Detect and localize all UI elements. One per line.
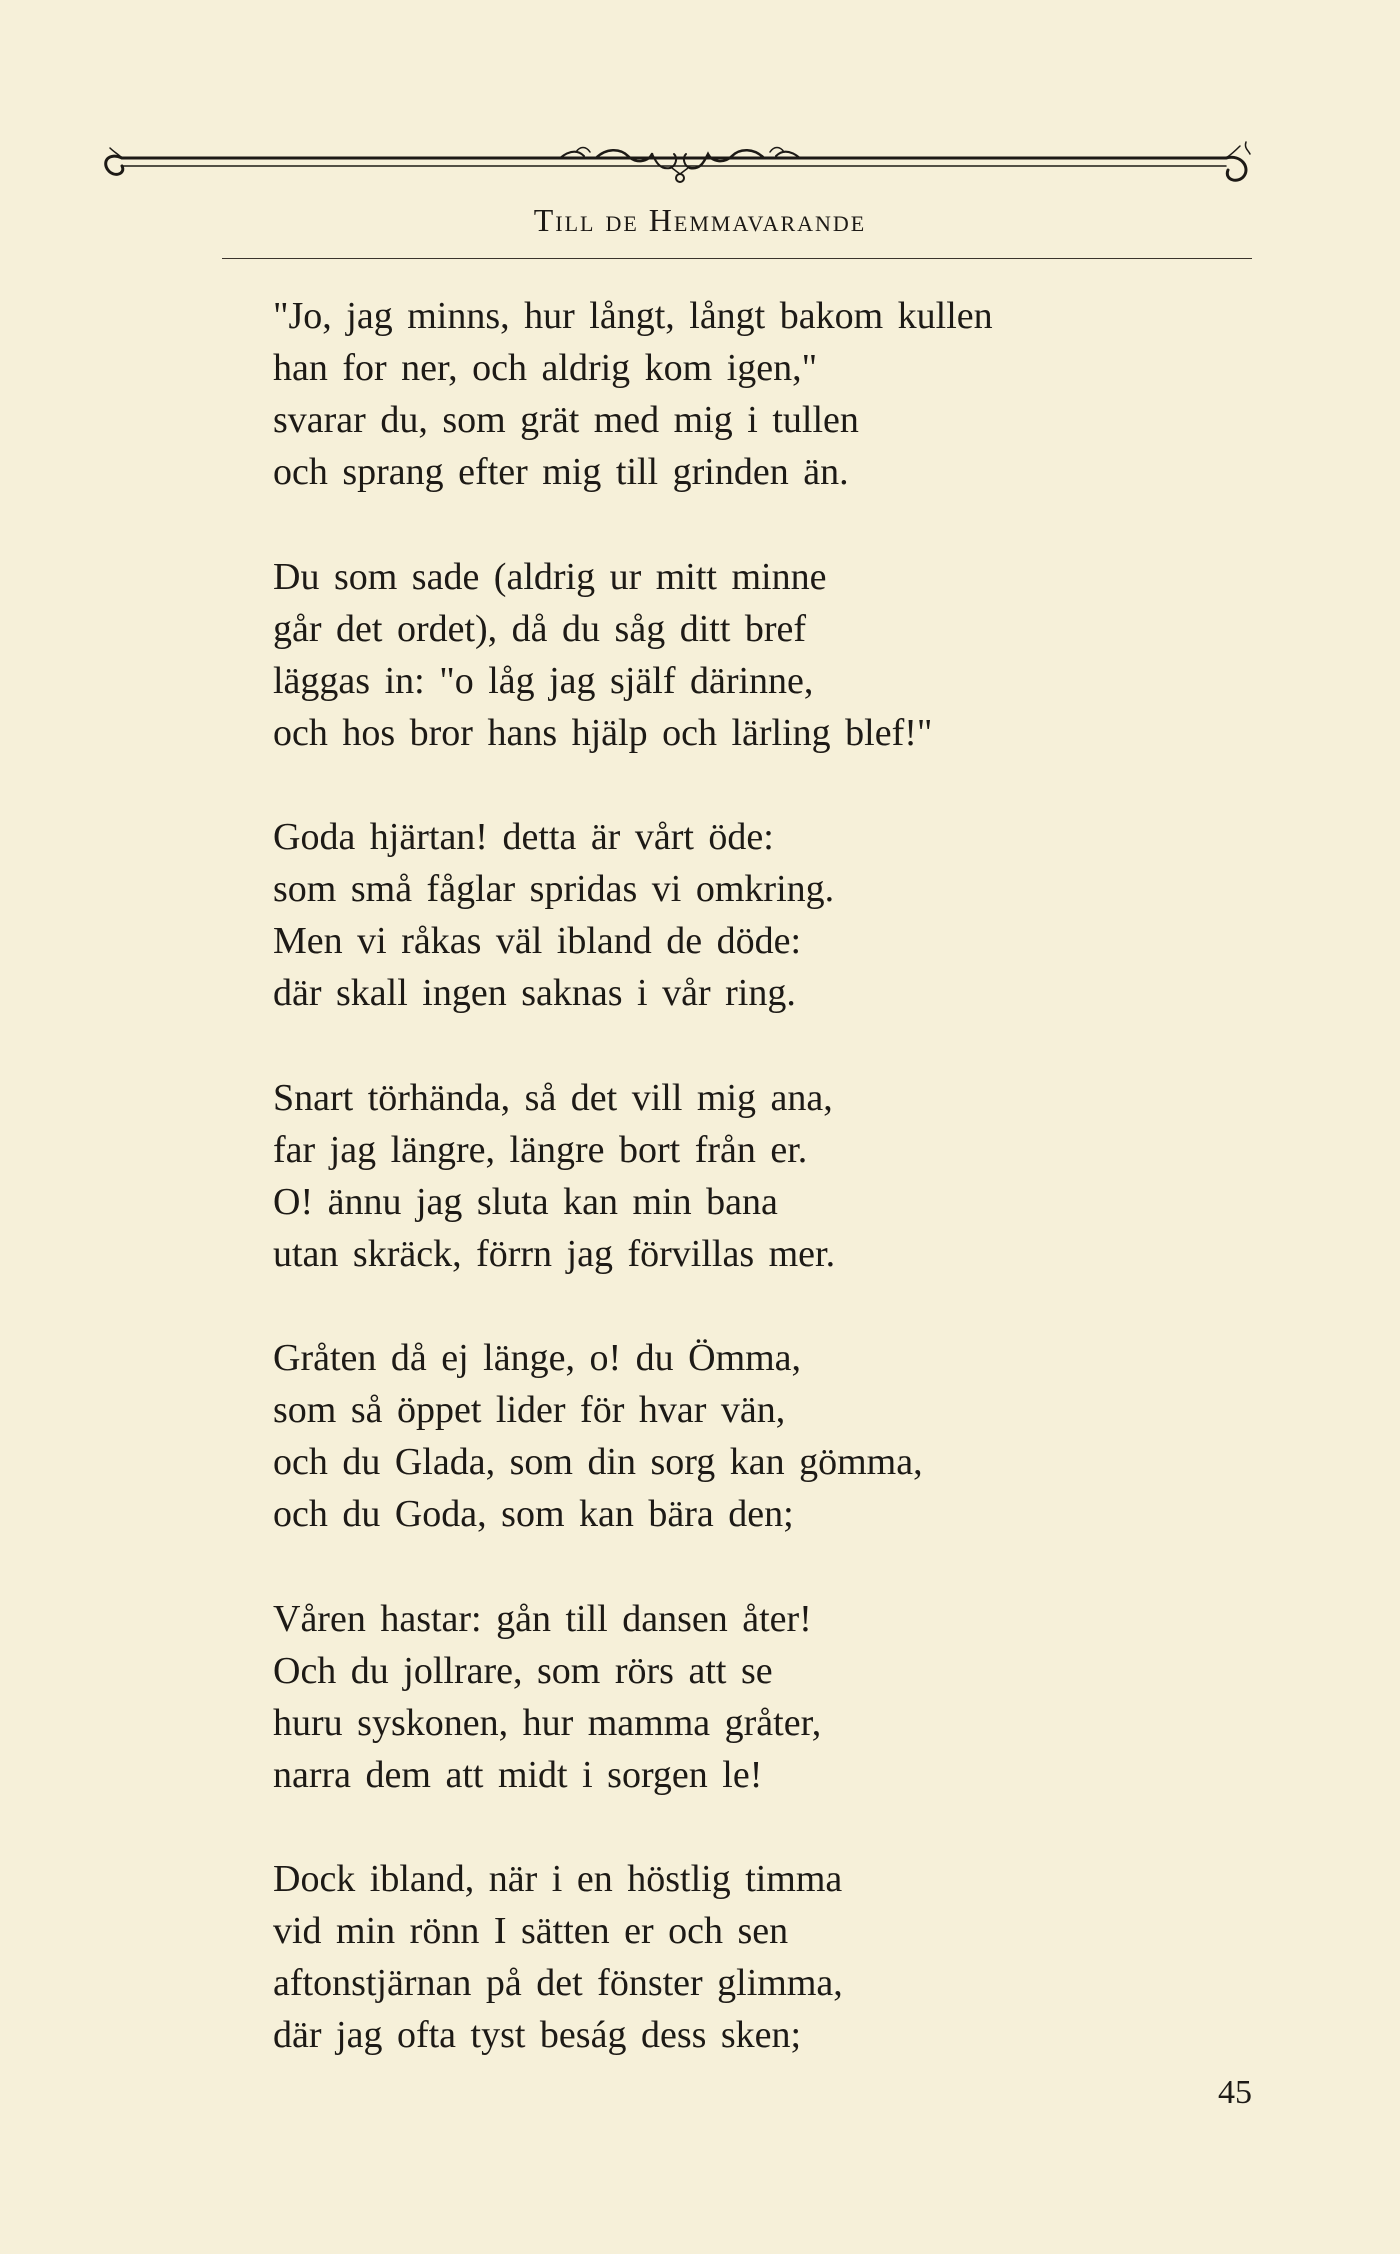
poem-line: Goda hjärtan! detta är vårt öde:: [273, 816, 774, 858]
poem-line: läggas in: "o låg jag själf därinne,: [273, 659, 814, 702]
stanza: [273, 1072, 1273, 1280]
stanza: [273, 1853, 1273, 2061]
poem-line: utan skräck, förrn jag förvillas mer.: [273, 1232, 836, 1275]
poem-line: Men vi råkas väl ibland de döde:: [273, 920, 802, 962]
poem-line: O! ännu jag sluta kan min bana: [273, 1180, 778, 1223]
poem-line: och du Glada, som din sorg kan gömma,: [273, 1441, 923, 1483]
poem-line: Och du jollrare, som rörs att se: [273, 1649, 773, 1692]
poem-line: som så öppet lider för hvar vän,: [273, 1389, 786, 1431]
stanza: [273, 1593, 1273, 1801]
poem-line: han for ner, och aldrig kom igen,": [273, 347, 818, 389]
poem-line: och du Goda, som kan bära den;: [273, 1493, 794, 1535]
running-head-title: Till de Hemmavarande: [533, 202, 867, 238]
poem-line: och sprang efter mig till grinden än.: [273, 451, 849, 493]
poem-line: far jag längre, längre bort från er.: [273, 1128, 808, 1171]
stanza: [273, 551, 1273, 759]
poem-line: där jag ofta tyst beság dess sken;: [273, 2014, 802, 2056]
poem-line: Snart törhända, så det vill mig ana,: [273, 1076, 833, 1119]
poem-line: huru syskonen, hur mamma gråter,: [273, 1701, 822, 1744]
poem-line: och hos bror hans hjälp och lärling blef!": [273, 711, 933, 754]
stanza: [273, 1332, 1273, 1540]
stanza: [273, 811, 1273, 1019]
poem-line: Våren hastar: gån till dansen åter!: [273, 1597, 812, 1640]
poem-line: där skall ingen saknas i vår ring.: [273, 972, 796, 1014]
poem-line: går det ordet), då du såg ditt bref: [273, 607, 807, 650]
poem-line: Du som sade (aldrig ur mitt minne: [273, 555, 827, 598]
stanza: [273, 290, 1273, 498]
header-divider: [222, 258, 1252, 259]
poem-line: svarar du, som grät med mig i tullen: [273, 399, 859, 441]
page-number: 45: [1218, 2074, 1252, 2111]
ornamental-header-rule: [100, 128, 1258, 200]
poem-line: Dock ibland, när i en höstlig timma: [273, 1858, 843, 1900]
poem-line: "Jo, jag minns, hur långt, långt bakom kullen: [273, 295, 993, 337]
poem-line: Gråten då ej länge, o! du Ömma,: [273, 1337, 802, 1379]
poem: [273, 290, 1273, 2114]
poem-line: som små fåglar spridas vi omkring.: [273, 868, 835, 910]
poem-line: vid min rönn I sätten er och sen: [273, 1910, 789, 1952]
poem-line: narra dem att midt i sorgen le!: [273, 1753, 763, 1796]
poem-line: aftonstjärnan på det fönster glimma,: [273, 1962, 843, 2004]
